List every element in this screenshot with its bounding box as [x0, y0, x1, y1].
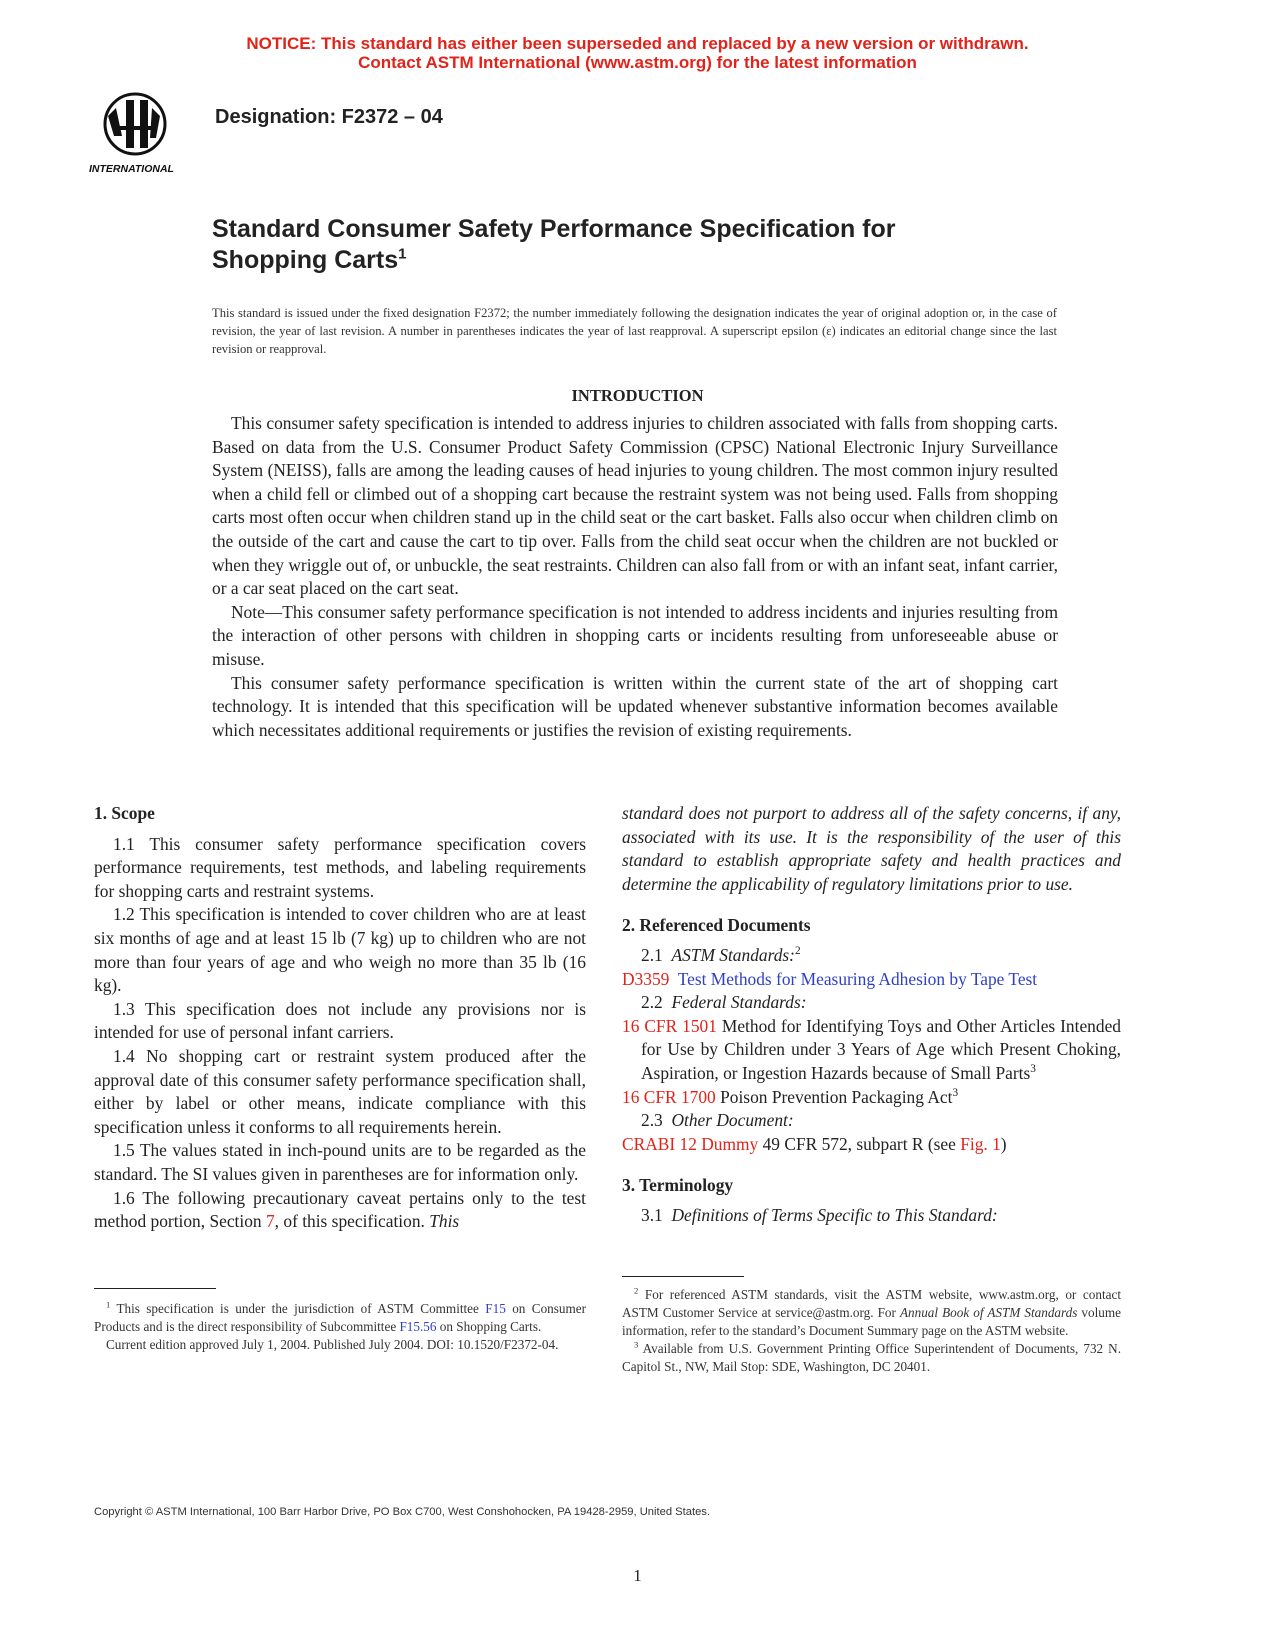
- section-3-1-title: Definitions of Terms Specific to This Standard:: [671, 1204, 998, 1225]
- footnote-1-text-c: on Shopping Carts.: [436, 1319, 542, 1334]
- footnote-2: [622, 1286, 1121, 1340]
- section-2-2-number: 2.2: [641, 992, 663, 1013]
- scope-1-4: 1.4 No shopping cart or restraint system produced after the approval date of this consumer safety performance specification shall, either by label or other means, indicate compliance with this specification unless it conforms to all requirements herein.: [94, 1045, 586, 1137]
- cfr1700-sup: 3: [952, 1086, 959, 1099]
- footnote-2-text-a: For referenced ASTM standards, visit the ASTM website, www.astm.org, or contact ASTM Customer Service at service@astm.org. For: [622, 1287, 1121, 1320]
- section-2-1-title: ASTM Standards:: [671, 944, 795, 965]
- d3359-title-link[interactable]: Test Methods for Measuring Adhesion by Tape Test: [677, 968, 1038, 989]
- footnote-3: [622, 1340, 1121, 1376]
- title-line-2: [212, 245, 896, 276]
- page-number: 1: [633, 1566, 642, 1585]
- scope-1-6-caveat-start: This: [429, 1211, 460, 1232]
- caveat-continuation: standard does not purport to address all of the safety concerns, if any, associated with its use. It is the responsibility of the user of this standard to establish appropriate safety and health practices and determine the applicability of regulatory limitations prior to use.: [622, 803, 1121, 894]
- crabi-link[interactable]: CRABI 12 Dummy: [622, 1133, 759, 1154]
- ref-d3359: [622, 968, 1121, 992]
- astm-logo: [88, 86, 198, 178]
- designation: Designation: F2372 – 04: [215, 106, 443, 128]
- copyright: Copyright © ASTM International, 100 Barr Harbor Drive, PO Box C700, West Conshohocken, PA 19428-2959, United States.: [94, 1506, 710, 1518]
- section-2-1-sup: 2: [794, 945, 801, 958]
- d3359-link[interactable]: D3359: [622, 968, 670, 989]
- section-2-2: [622, 991, 1121, 1015]
- intro-paragraph-1: This consumer safety specification is intended to address injuries to children associated with falls from shopping carts. Based on data from the U.S. Consumer Product Safety Commission (CPSC) National Electronic Injury Surveillance System (NEISS), falls are among the leading causes of head injuries to young children. The most common injury resulted when a child fell or climbed out of a shopping cart because the restraint system was not being used. Falls from shopping carts most often occur when children stand up in the child seat or the cart basket. Falls also occur when children climb on the outside of the cart and cause the cart to tip over. Falls from the child seat occur when the children are not buckled or when they wriggle out of, or unbuckle, the seat restraints. Children can also fall from or with an infant seat, infant carrier, or a car seat placed on the cart seat.: [212, 413, 1058, 599]
- section-3-1-number: 3.1: [641, 1204, 663, 1225]
- scope-1-1: 1.1 This consumer safety performance specification covers performance requirements, test methods, and labeling requirements for shopping carts and restraint systems.: [94, 833, 586, 901]
- footnote-rule-left: [94, 1288, 216, 1289]
- cfr1700-text: Poison Prevention Packaging Act: [720, 1086, 953, 1107]
- footnotes-left: [94, 1300, 586, 1354]
- crabi-text: 49 CFR 572, subpart R (see: [762, 1133, 961, 1154]
- footnote-1: [94, 1300, 586, 1336]
- introduction-body: [212, 412, 1058, 742]
- scope-1-6: [94, 1187, 586, 1234]
- scope-1-5: 1.5 The values stated in inch-pound units are to be regarded as the standard. The SI values given in parentheses are for information only.: [94, 1140, 586, 1184]
- title-line-2-text: Shopping Carts: [212, 246, 399, 274]
- section-2-2-title: Federal Standards:: [671, 992, 807, 1013]
- footnotes-right: [622, 1286, 1121, 1376]
- intro-note: Note—This consumer safety performance specification is not intended to address incidents and injuries resulting from the interaction of other persons with children in shopping carts or incidents resulting from unforeseeable abuse or misuse.: [212, 601, 1058, 669]
- introduction-heading: INTRODUCTION: [571, 386, 704, 405]
- footnote-1-edition: Current edition approved July 1, 2004. Published July 2004. DOI: 10.1520/F2372-04.: [106, 1337, 559, 1352]
- footnote-3-marker: 3: [634, 1339, 639, 1350]
- section-2-1: [622, 944, 1121, 968]
- document-title: [212, 214, 896, 276]
- referenced-documents-heading: 2. Referenced Documents: [622, 915, 811, 936]
- scope-1-2: 1.2 This specification is intended to cover children who are at least six months of age and at least 15 lb (7 kg) up to children who are not more than four years of age and who weigh no more than 35 lb (16 kg).: [94, 904, 586, 996]
- withdrawn-notice: [0, 34, 1275, 72]
- title-line-1: Standard Consumer Safety Performance Specification for: [212, 215, 896, 243]
- subcommittee-f1556-link[interactable]: F15.56: [399, 1319, 437, 1334]
- section-2-3-number: 2.3: [641, 1110, 663, 1131]
- cfr1501-text: Method for Identifying Toys and Other Articles Intended for Use by Children under 3 Years of Age which Present Choking, Aspiration, or Ingestion Hazards because of Small Parts: [641, 1015, 1121, 1083]
- notice-line-1: NOTICE: This standard has either been superseded and replaced by a new version or withdrawn.: [246, 34, 1029, 53]
- section-2-3: [622, 1109, 1121, 1133]
- right-column: [622, 802, 1121, 1228]
- section-3-1: [622, 1204, 1121, 1228]
- intro-paragraph-3: This consumer safety performance specification is written within the current state of the art of shopping cart technology. It is intended that this specification will be updated whenever substantive information becomes available which necessitates additional requirements or justifies the revision of existing requirements.: [212, 672, 1058, 740]
- figure-1-link[interactable]: Fig. 1: [960, 1133, 1001, 1154]
- astm-logo-icon: [88, 86, 198, 178]
- terminology-heading: 3. Terminology: [622, 1175, 734, 1196]
- footnote-2-marker: 2: [634, 1285, 639, 1296]
- footnote-3-text: Available from U.S. Government Printing Office Superintendent of Documents, 732 N. Capitol St., NW, Mail Stop: SDE, Washington, DC 20401.: [622, 1341, 1121, 1374]
- scope-1-6-text-b: , of this specification.: [274, 1211, 430, 1232]
- left-column: [94, 802, 586, 1234]
- footnote-1-marker: 1: [106, 1299, 111, 1310]
- scope-1-6-text: 1.6 The following precautionary caveat pertains only to the test method portion, Section: [94, 1187, 586, 1232]
- ref-16cfr1700: [622, 1086, 1121, 1110]
- cfr1700-link[interactable]: 16 CFR 1700: [622, 1086, 716, 1107]
- footnote-1-text-b: on Consumer Products and is the direct responsibility of Subcommittee: [94, 1301, 586, 1334]
- footnote-rule-right: [622, 1276, 744, 1277]
- section-2-1-number: 2.1: [641, 944, 663, 965]
- cfr1501-link[interactable]: 16 CFR 1501: [622, 1015, 717, 1036]
- scope-1-3: 1.3 This specification does not include any provisions nor is intended for use of personal infant carriers.: [94, 998, 586, 1043]
- logo-subtitle: INTERNATIONAL: [89, 163, 174, 175]
- scope-heading: 1. Scope: [94, 803, 155, 823]
- issued-note: This standard is issued under the fixed designation F2372; the number immediately following the designation indicates the year of original adoption or, in the case of revision, the year of last revision. A number in parentheses indicates the year of last reapproval. A superscript epsilon (ε) indicates an editorial change since the last revision or reapproval.: [212, 306, 1057, 356]
- cfr1501-sup: 3: [1030, 1063, 1036, 1076]
- footnote-2-italic: Annual Book of ASTM Standards: [899, 1305, 1078, 1320]
- footnote-1-text-a: This specification is under the jurisdiction of ASTM Committee: [116, 1301, 486, 1316]
- committee-f15-link[interactable]: F15: [485, 1301, 506, 1316]
- ref-16cfr1501: [622, 1015, 1121, 1086]
- ref-crabi: [622, 1133, 1121, 1157]
- title-footnote-ref: 1: [398, 245, 407, 263]
- footnote-2-text-b: volume information, refer to the standard’s Document Summary page on the ASTM website.: [622, 1305, 1121, 1338]
- crabi-close: ): [1000, 1133, 1007, 1154]
- section-2-3-title: Other Document:: [671, 1110, 794, 1131]
- section-7-link[interactable]: 7: [265, 1211, 275, 1232]
- notice-line-2: Contact ASTM International (www.astm.org) for the latest information: [358, 53, 917, 72]
